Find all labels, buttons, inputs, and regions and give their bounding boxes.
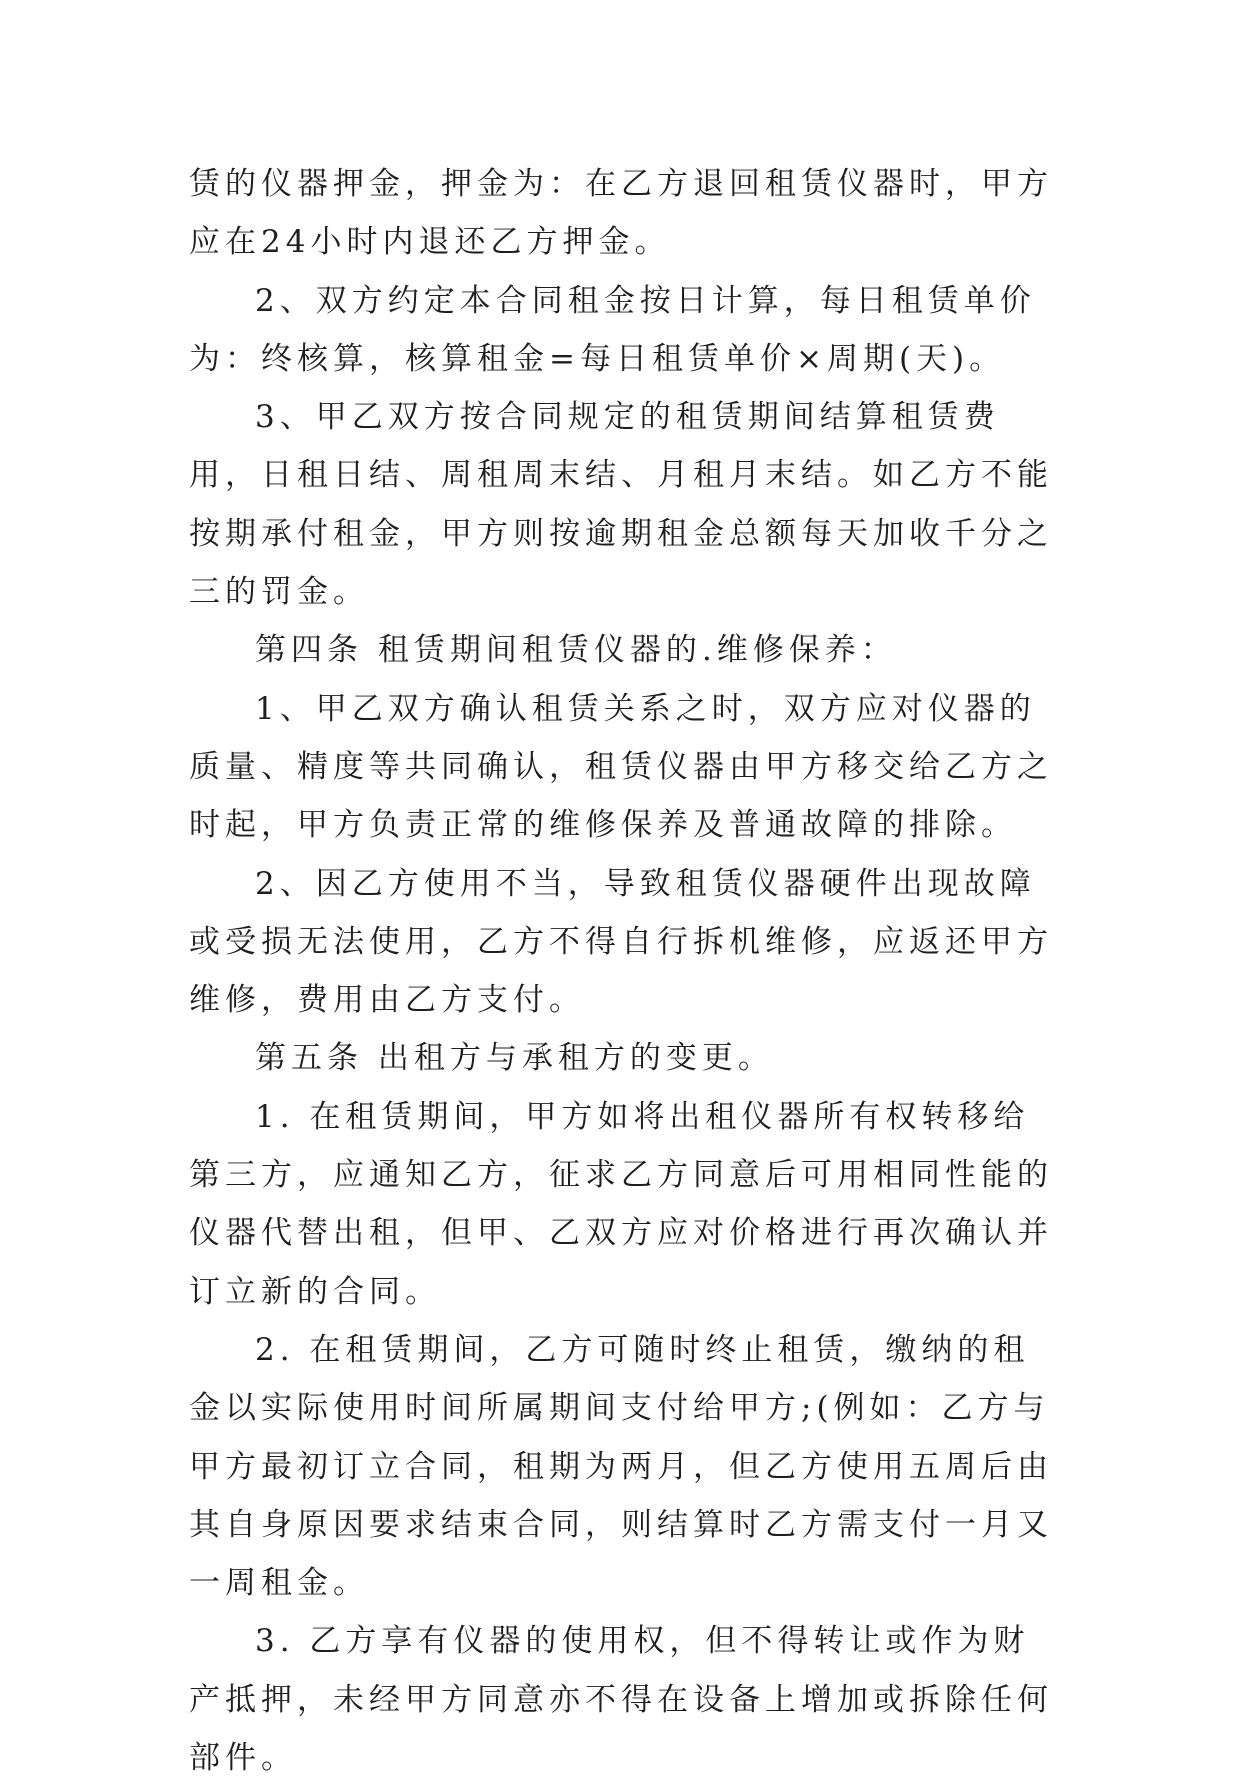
paragraph-deposit-continued: 赁的仪器押金，押金为：在乙方退回租赁仪器时，甲方应在24小时内退还乙方押金。	[189, 166, 1053, 261]
paragraph-change-three: 3. 乙方享有仪器的使用权，但不得转让或作为财产抵押，未经甲方同意亦不得在设备上增加或拆除任何部件。	[189, 1623, 1053, 1777]
paragraph-maintenance-one: 1、甲乙双方确认租赁关系之时，双方应对仪器的质量、精度等共同确认，租赁仪器由甲方移交给乙方之时起，甲方负责正常的维修保养及普通故障的排除。	[189, 690, 1053, 844]
paragraph-maintenance-two: 2、因乙方使用不当，导致租赁仪器硬件出现故障或受损无法使用，乙方不得自行拆机维修，应返还甲方维修，费用由乙方支付。	[189, 865, 1053, 1019]
paragraph-rent-settlement: 3、甲乙双方按合同规定的租赁期间结算租赁费用，日租日结、周租周末结、月租月末结。如乙方不能按期承付租金，甲方则按逾期租金总额每天加收千分之三的罚金。	[189, 399, 1053, 611]
paragraph-change-two: 2. 在租赁期间，乙方可随时终止租赁，缴纳的租金以实际使用时间所属期间支付给甲方;(例如：乙方与甲方最初订立合同，租期为两月，但乙方使用五周后由其自身原因要求结束合同，则结算时乙方需支付一月又一周租金。	[189, 1331, 1053, 1602]
heading-article-five: 第五条 出租方与承租方的变更。	[255, 1040, 774, 1077]
document-body	[189, 155, 1059, 1787]
heading-article-four: 第四条 租赁期间租赁仪器的.维修保养：	[255, 632, 897, 669]
paragraph-rent-daily: 2、双方约定本合同租金按日计算，每日租赁单价为：终核算，核算租金=每日租赁单价×周期(天)。	[189, 282, 1036, 377]
paragraph-change-one: 1. 在租赁期间，甲方如将出租仪器所有权转移给第三方，应通知乙方，征求乙方同意后可用相同性能的仪器代替出租，但甲、乙双方应对价格进行再次确认并订立新的合同。	[189, 1098, 1053, 1310]
